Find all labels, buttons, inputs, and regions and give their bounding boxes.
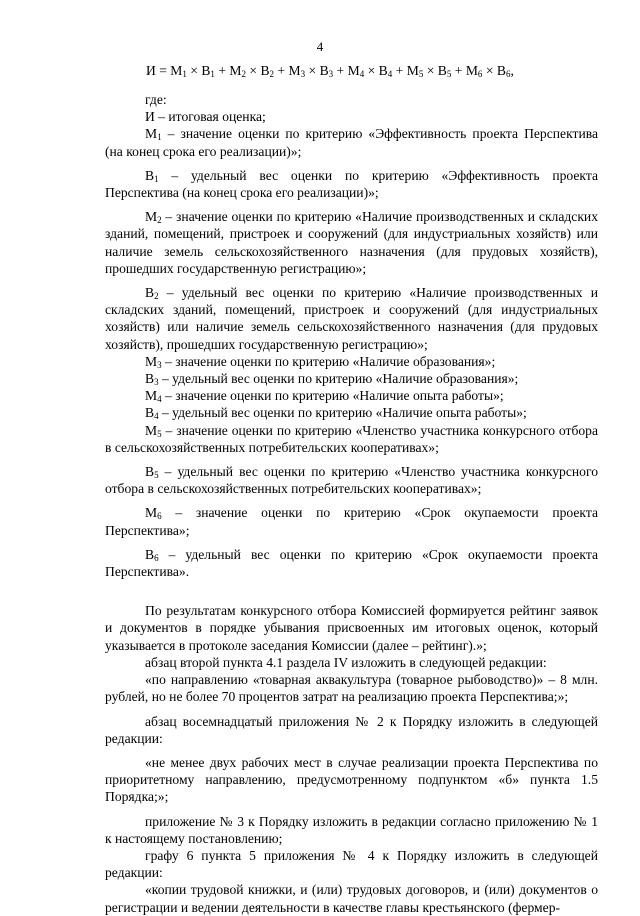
paragraph-m5: $М_5$ – значение оценки по критерию «Членство участника конкурсного отбора в сельскохозяйственных потребительских кооперативах»; xyxy=(105,422,598,455)
paragraph-rating: По результатам конкурсного отбора Комиссией формируется рейтинг заявок и документов в порядке убывания присвоенных им итоговых оценок, который указывается в протоколе заседания Комиссии (далее – рейтинг).»; xyxy=(105,603,598,653)
paragraph-m3: $М_3$ – значение оценки по критерию «Наличие образования»; xyxy=(145,353,496,370)
paragraph-m6: $М_6$ – значение оценки по критерию «Срок окупаемости проекта Перспектива»; xyxy=(105,505,598,538)
paragraph-total-score: И – итоговая оценка; xyxy=(145,109,266,125)
paragraph-b4: $В_4$ – удельный вес оценки по критерию «Наличие опыта работы»; xyxy=(145,405,527,422)
formula-term: $М_1 \times В_1$ xyxy=(170,63,215,79)
paragraph-b6: $В_6$ – удельный вес оценки по критерию «Срок окупаемости проекта Перспектива». xyxy=(105,546,598,580)
paragraph-appendix-2: абзац восемнадцатый приложения № 2 к Порядку изложить в следующей редакции: xyxy=(105,713,598,746)
paragraph-b2: $В_2$ – удельный вес оценки по критерию «Наличие производственных и складских зданий, помещений, пристроек и сооружений (для индустриальных хозяйств) или наличие земель сельскохозяйственного назначения (для прудовых хозяйств), прошедших государственную регистрацию»; xyxy=(105,285,598,352)
paragraph-m2: $М_2$ – значение оценки по критерию «Наличие производственных и складских зданий, помещений, пристроек и сооружений (для индустриальных хозяйств) или наличие земель сельскохозяйственного назначения (для прудовых хозяйств), прошедших государственную регистрацию»; xyxy=(105,209,598,276)
formula-term: $М_5 \times В_5$ xyxy=(406,63,452,79)
formula-terms xyxy=(170,63,510,78)
paragraph-b1: $В_1$ – удельный вес оценки по критерию «Эффективность проекта Перспектива (на конец срока его реализации)»; xyxy=(105,167,598,201)
formula-plus-sign: + xyxy=(274,63,289,78)
formula-plus-sign: + xyxy=(392,63,407,78)
formula-lhs: И = xyxy=(146,63,171,78)
formula-end: , xyxy=(510,63,514,78)
document-body xyxy=(105,91,598,916)
paragraph-workplaces: «не менее двух рабочих мест в случае реализации проекта Перспектива по приоритетному направлению, предусмотренному подпунктом «б» пункта 1.5 Порядка;»; xyxy=(105,754,598,805)
formula-term: $М_2 \times В_2$ xyxy=(229,63,275,79)
formula-term: $М_3 \times В_3$ xyxy=(288,63,334,79)
formula-term: $М_4 \times В_4$ xyxy=(347,63,393,79)
formula-plus-sign: + xyxy=(214,63,230,78)
paragraph-where: где: xyxy=(145,92,167,107)
formula-plus-sign: + xyxy=(333,63,348,78)
paragraph-section-iv: абзац второй пункта 4.1 раздела IV изложить в следующей редакции: xyxy=(145,654,547,670)
paragraph-b5: $В_5$ – удельный вес оценки по критерию «Членство участника конкурсного отбора в сельскохозяйственных потребительских кооперативах»; xyxy=(105,464,598,497)
paragraph-b3: $В_3$ – удельный вес оценки по критерию «Наличие образования»; xyxy=(145,371,519,388)
paragraph-appendix-3: приложение № 3 к Порядку изложить в редакции согласно приложению № 1 к настоящему постановлению; xyxy=(105,813,598,846)
paragraph-aquaculture: «по направлению «товарная аквакультура (товарное рыбоводство)» – 8 млн. рублей, но не более 70 процентов затрат на реализацию проекта Перспектива;»; xyxy=(105,672,598,705)
paragraph-m4: $М_4$ – значение оценки по критерию «Наличие опыта работы»; xyxy=(145,388,504,405)
paragraph-m1: $М_1$ – значение оценки по критерию «Эффективность проекта Перспектива (на конец срока его реализации)»; xyxy=(105,126,598,159)
weighted-score-formula xyxy=(146,63,514,79)
page-number: 4 xyxy=(316,39,324,54)
paragraph-appendix-4: графу 6 пункта 5 приложения № 4 к Порядку изложить в следующей редакции: xyxy=(105,847,598,881)
paragraph-employment-docs: «копии трудовой книжки, и (или) трудовых договоров, и (или) документов о регистрации и ведении деятельности в качестве главы крестьянского (фермер- xyxy=(105,882,598,915)
formula-plus-sign: + xyxy=(451,63,466,78)
formula-term: $М_6 \times В_6$ xyxy=(465,63,511,79)
